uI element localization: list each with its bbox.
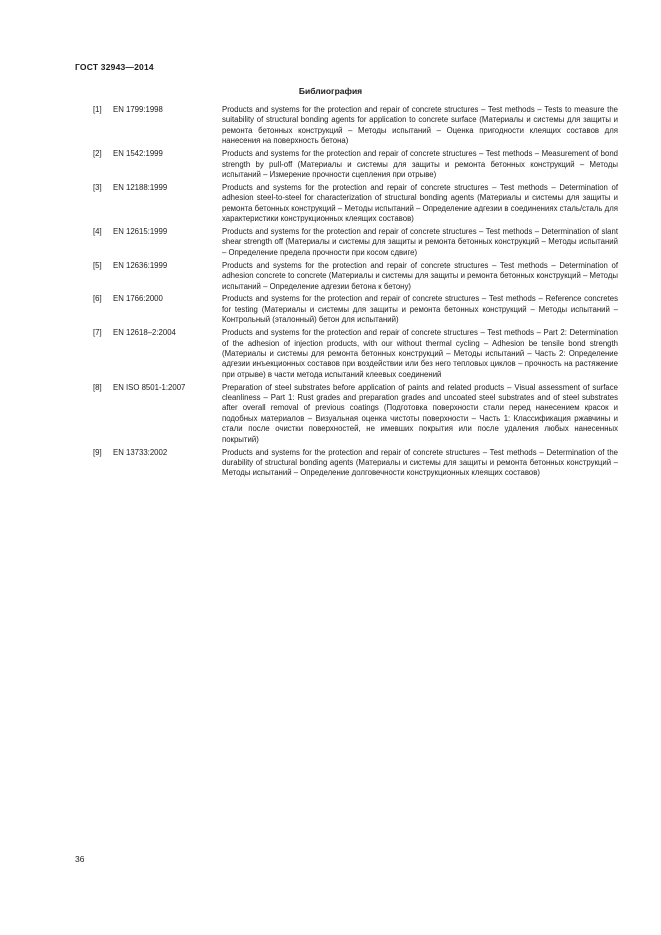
reference-item — [93, 294, 618, 325]
reference-code: EN 12636:1999 — [113, 260, 168, 270]
reference-code: EN 1799:1998 — [113, 105, 163, 114]
reference-item — [93, 448, 618, 479]
reference-code: EN 1542:1999 — [113, 149, 163, 159]
reference-item — [93, 227, 618, 258]
reference-text: Products and systems for the protection and repair of concrete structures – Test methods – Reference concretes for testing (Материалы и системы для защиты и ремонта бетонных конструкций – Методы испытаний – Контрольный (эталонный) бетон для испытаний) — [222, 294, 618, 325]
reference-item — [93, 261, 618, 292]
reference-number: [8] — [93, 382, 102, 392]
reference-number: [1] — [93, 105, 102, 114]
reference-text: Products and systems for the protection and repair of concrete structures – Test methods – Determination of adhesion steel-to-steel for characterization of structural bonding agents (Материалы и системы для защиты и ремонта бетонных конструкций – Методы испытаний – Определение адгезии в соединениях сталь/сталь для характеристики конструкционных клеящих составов) — [222, 182, 618, 224]
reference-text: Products and systems for the protection and repair of concrete structures – Test methods – Determination of adhesion concrete to concrete (Материалы и системы для защиты и ремонта бетонных конструкций – Методы испытаний – Определение адгезии бетона к бетону) — [222, 260, 618, 291]
reference-code: EN 12615:1999 — [113, 226, 168, 236]
reference-number: [6] — [93, 294, 102, 304]
reference-item — [93, 149, 618, 180]
reference-code: EN 13733:2002 — [113, 447, 168, 457]
reference-code: EN 12618–2:2004 — [113, 328, 176, 338]
reference-number: [4] — [93, 226, 102, 236]
reference-code: EN 12188:1999 — [113, 182, 168, 192]
reference-item — [93, 183, 618, 225]
references-list — [93, 105, 618, 481]
reference-item — [93, 105, 618, 147]
reference-number: [9] — [93, 447, 102, 457]
reference-item — [93, 328, 618, 380]
page-number: 36 — [75, 854, 85, 864]
document-header: ГОСТ 32943—2014 — [75, 62, 154, 72]
reference-number: [7] — [93, 328, 102, 338]
reference-number: [2] — [93, 149, 102, 159]
reference-text: Products and systems for the protection and repair of concrete structures – Test methods – Part 2: Determination of the adhesion of injection products, with our without thermal cycling – Adhesion be tensile bond strength (Материалы и системы для ремонта бетонных конструкций – Методы испытаний – Часть 2: Определение адгезии инъекционных составов при воздействии или без него тепловых циклов – прочность на растяжение при отрыве) в части метода испытаний клеевых соединений — [222, 328, 618, 379]
reference-text: Products and systems for the protection and repair of concrete structures – Test methods – Measurement of bond strength by pull-off (Материалы и системы для защиты и ремонта бетонных конструкций – Методы испытаний – Измерение прочности сцепления при отрыве) — [222, 149, 618, 179]
reference-number: [5] — [93, 260, 102, 270]
reference-number: [3] — [93, 182, 102, 192]
reference-text: Products and systems for the protection and repair of concrete structures – Test methods – Determination of the durability of structural bonding agents (Материалы и системы для защиты и ремонта бетонных конструкций – Методы испытаний – Определение долговечности конструкционных клеящих составов) — [222, 447, 618, 478]
reference-code: EN 1766:2000 — [113, 294, 163, 304]
reference-text: Products and systems for the protection and repair of concrete structures – Test methods – Determination of slant shear strength off (Материалы и системы для защиты и ремонта бетонных конструкций – Методы испытаний – Определение предела прочности при косом сдвиге) — [222, 226, 618, 257]
bibliography-title: Библиография — [298, 86, 363, 96]
reference-item — [93, 383, 618, 445]
reference-text: Preparation of steel substrates before application of paints and related products – Visual assessment of surface cleanliness – Part 1: Rust grades and preparation grades and uncoated steel substrates and of steel substrates after overall removal of previous coatings (Подготовка поверхности стали перед нанесением красок и подобных материалов – Визуальная оценка чистоты поверхности – Часть 1: Классификация ржавчины и стали после очистки поверхностей, не имевших покрытия или после удаления любых нанесенных покрытий) — [222, 382, 618, 444]
reference-code: EN ISO 8501-1:2007 — [113, 382, 186, 392]
reference-text: Products and systems for the protection and repair of concrete structures – Test methods – Tests to measure the suitability of structural bonding agents for application to concrete surface (Материалы и системы для защиты и ремонта бетонных конструкций – Методы испытаний – Оценка пригодности клеящих составов для нанесения на поверхность бетона) — [222, 105, 618, 146]
